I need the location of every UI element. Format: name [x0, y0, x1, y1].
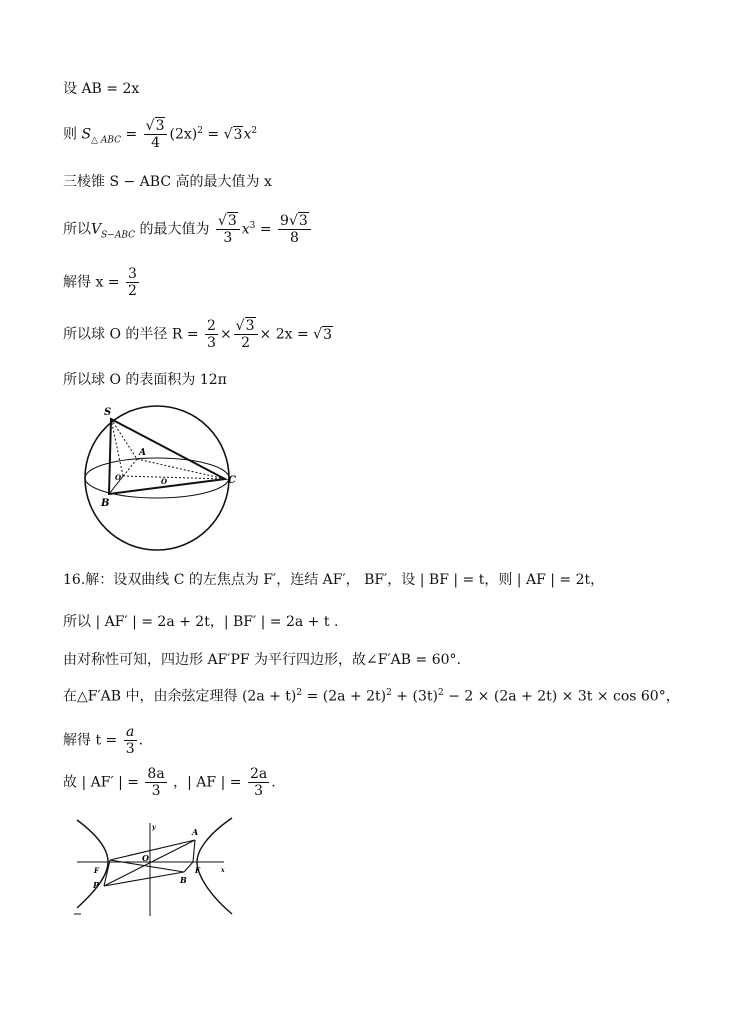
segment-a-f2: [193, 840, 195, 862]
symbol-v: V: [91, 221, 102, 238]
fraction-2a-over-3: [248, 766, 269, 799]
line-set-ab: 设 AB = 2x: [63, 81, 140, 97]
line-problem-16: 16.解：设双曲线 C 的左焦点为 F′，连结 AF′， BF′，设 | BF | = t，则 | AF | = 2t，: [63, 572, 605, 588]
center-line: [123, 476, 225, 479]
fraction-3-over-2: [126, 266, 139, 299]
denominator: 4: [151, 135, 161, 152]
fraction-root3-over-4: $\frac{√3}{4}$: [144, 118, 168, 151]
label-c: C: [228, 475, 236, 486]
right-branch: [197, 818, 232, 914]
numerator: 3: [127, 266, 137, 282]
numerator: 8a: [147, 766, 165, 782]
text-part-1: = (2a + 2t): [302, 688, 387, 705]
sphere-pyramid-figure: [75, 402, 245, 552]
segment-b-f2: [184, 862, 193, 872]
denominator: 3: [223, 230, 233, 247]
label-a: A: [192, 827, 199, 837]
line-radius: 所以球 O 的半径 R = $\frac{2}{3}$ × $\frac{√3}{2}$ × 2x = √3: [63, 318, 332, 352]
text-solve-t: 解得 t =: [63, 732, 118, 749]
denominator: 3: [207, 335, 216, 352]
exponent-1: 2: [296, 688, 303, 698]
label-o: O: [142, 853, 149, 863]
text-tail: × 2x =: [259, 326, 309, 343]
exponent-2: 2: [251, 125, 258, 136]
exponent: 2: [197, 125, 203, 136]
text-radius: 所以球 O 的半径 R =: [63, 326, 199, 343]
denominator: 3: [125, 741, 135, 758]
text-solve-x: 解得 x =: [63, 274, 120, 291]
label-p: P: [93, 880, 100, 890]
fraction-9root3-over-8: $\frac{9√3}{8}$: [278, 213, 311, 246]
label-b: B: [180, 875, 187, 885]
line-solve-x: [63, 266, 141, 299]
line-area-formula: 则 $S_{\triangle ABC}$ = $\frac{√3}{4}$ $(2x)^2 = √3x^2$: [63, 118, 258, 152]
segment-p-b: [104, 872, 184, 886]
text-part-3: − 2 × (2a + 2t) × 3t × cos 60°，: [443, 688, 680, 705]
label-x: x: [221, 867, 225, 874]
exponent: 3: [249, 220, 256, 231]
radicand: 3: [245, 318, 255, 334]
label-f2: F: [195, 866, 200, 875]
fraction-2-over-3: [205, 318, 218, 351]
line-surface-area: 所以球 O 的表面积为 12π: [63, 372, 227, 388]
label-s: S: [104, 407, 112, 418]
text-result-prefix: 故 | AF′ | =: [63, 774, 139, 791]
line-cosine-law: [63, 689, 680, 704]
exponent-3: 2: [437, 688, 444, 698]
line-max-volume: [63, 213, 313, 246]
period: .: [138, 732, 144, 749]
denominator-2: 2: [241, 335, 251, 352]
denominator: 3: [151, 783, 161, 800]
text-cosine-prefix: 在△F′AB 中，由余弦定理得 (2a + t): [63, 688, 297, 705]
fraction-root3-over-2: $\frac{√3}{2}$: [234, 318, 258, 351]
line-result: [63, 766, 276, 799]
denominator-2: 3: [254, 783, 264, 800]
numerator-coef: 9: [280, 213, 289, 229]
times-sign: ×: [219, 326, 232, 343]
radicand-2: 3: [233, 126, 243, 143]
fraction-root3-over-3: $\frac{√3}{3}$: [216, 213, 240, 246]
label-a: A: [139, 448, 146, 458]
hyperbola-figure: [72, 815, 237, 920]
height-line: [111, 419, 123, 476]
equals-sign: =: [125, 126, 138, 143]
symbol-s: S: [81, 126, 92, 143]
text-so: 所以: [63, 221, 91, 238]
label-y: y: [152, 824, 156, 831]
equals-sign-2: =: [207, 126, 220, 143]
fraction-8a-over-3: [145, 766, 166, 799]
fraction-a-over-3: [124, 724, 137, 757]
text-2x: (2x): [169, 126, 198, 143]
numerator-2: 2a: [249, 766, 268, 782]
label-b: B: [101, 498, 110, 509]
left-branch: [77, 820, 108, 908]
equals-sign: =: [259, 221, 272, 238]
radicand-2: 3: [298, 213, 308, 229]
text-then: 则: [63, 126, 77, 143]
denominator-2: 8: [289, 230, 299, 247]
period: .: [271, 774, 276, 791]
symbol-x: x: [243, 126, 252, 143]
line-solve-t: [63, 724, 143, 757]
radicand: 3: [227, 213, 237, 229]
text-result-mid: ，| AF | =: [173, 774, 242, 791]
segment-f1-a: [110, 840, 195, 860]
radicand: 3: [155, 118, 165, 134]
exponent-2: 2: [386, 688, 392, 698]
text-part-2: + (3t): [391, 688, 438, 705]
subscript-abc: △ ABC: [91, 135, 121, 146]
denominator: 2: [127, 283, 137, 300]
line-max-height: 三棱锥 S − ABC 高的最大值为 x: [63, 174, 272, 190]
label-f1: F: [94, 866, 99, 875]
text-max-value: 的最大值为: [139, 221, 210, 238]
label-o2: O: [161, 477, 168, 486]
radicand-2: 3: [323, 326, 332, 343]
subscript-sabc: S−ABC: [101, 230, 135, 241]
line-symmetry: 由对称性可知，四边形 AF′PF 为平行四边形，故∠F′AB = 60°.: [63, 652, 461, 668]
line-focal-lengths: 所以 | AF′ | = 2a + 2t，| BF′ | = 2a + t .: [63, 614, 339, 630]
numerator: 2: [207, 318, 216, 334]
edge-ac: [137, 459, 225, 479]
label-o1: O: [115, 473, 122, 482]
numerator: a: [124, 724, 137, 741]
symbol-x: x: [241, 221, 250, 238]
